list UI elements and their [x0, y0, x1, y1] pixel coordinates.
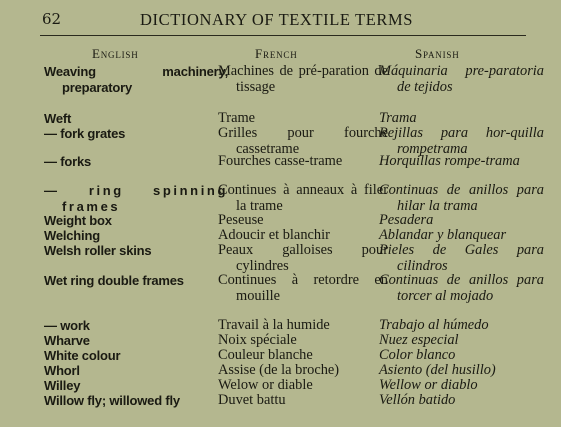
french-term: Duvet battu	[218, 392, 286, 408]
spanish-term: Pieles de Gales para cilindros	[379, 242, 544, 274]
french-term: Peaux galloises pour cylindres	[218, 242, 388, 274]
spanish-term: Color blanco	[379, 347, 456, 363]
english-term: Weaving machinery, preparatory	[44, 64, 228, 95]
spanish-term: Asiento (del husillo)	[379, 362, 496, 378]
english-term: Whorl	[44, 363, 80, 378]
english-term: Wet ring double frames	[44, 273, 184, 288]
english-term: — fork grates	[44, 126, 126, 141]
french-term: Welow or diable	[218, 377, 313, 393]
spanish-term: Wellow or diablo	[379, 377, 478, 393]
english-term: — ring spinning frames	[44, 183, 228, 214]
french-term: Grilles pour fourche cassetrame	[218, 125, 388, 157]
french-term: Peseuse	[218, 212, 264, 228]
column-header-english: English	[92, 46, 139, 61]
spanish-term: Continuas de anillos para hilar la trama	[379, 182, 544, 214]
column-header-spanish: Spanish	[415, 46, 460, 61]
running-head: DICTIONARY OF TEXTILE TERMS	[140, 10, 414, 29]
english-term: Willow fly; willowed fly	[44, 393, 180, 408]
spanish-term: Nuez especial	[379, 332, 459, 348]
french-term: Couleur blanche	[218, 347, 313, 363]
spanish-term: Continuas de anillos para torcer al mojado	[379, 272, 544, 304]
page-number: 62	[42, 10, 62, 28]
spanish-term: Pesadera	[379, 212, 434, 228]
french-term: Fourches casse-trame	[218, 153, 343, 169]
french-term: Travail à la humide	[218, 317, 330, 333]
spanish-term: Ablandar y blanquear	[379, 227, 507, 243]
column-header-french: French	[255, 46, 298, 61]
spanish-term: Trama	[379, 110, 417, 126]
english-term: — work	[44, 318, 90, 333]
english-term: — forks	[44, 154, 92, 169]
spanish-term: Trabajo al húmedo	[379, 317, 489, 333]
english-term: White colour	[44, 348, 121, 363]
french-term: Continues à anneaux à filer la trame	[218, 182, 388, 214]
french-term: Trame	[218, 110, 256, 126]
spanish-term: Rejillas para hor-quilla rompetrama	[379, 125, 544, 157]
french-term: Noix spéciale	[218, 332, 297, 348]
french-term: Machines de pré-paration de tissage	[218, 63, 388, 95]
header-rule	[40, 35, 526, 36]
french-term: Adoucir et blanchir	[218, 227, 330, 243]
french-term: Continues à retordre en mouille	[218, 272, 388, 304]
english-term: Willey	[44, 378, 81, 393]
spanish-term: Máquinaria pre-paratoria de tejidos	[379, 63, 544, 95]
french-term: Assise (de la broche)	[218, 362, 340, 378]
english-term: Welching	[44, 228, 100, 243]
english-term: Wharve	[44, 333, 90, 348]
spanish-term: Vellón batido	[379, 392, 456, 408]
english-term: Weight box	[44, 213, 112, 228]
english-term: Weft	[44, 111, 72, 126]
spanish-term: Horquillas rompe-trama	[379, 153, 520, 169]
english-term: Welsh roller skins	[44, 243, 152, 258]
